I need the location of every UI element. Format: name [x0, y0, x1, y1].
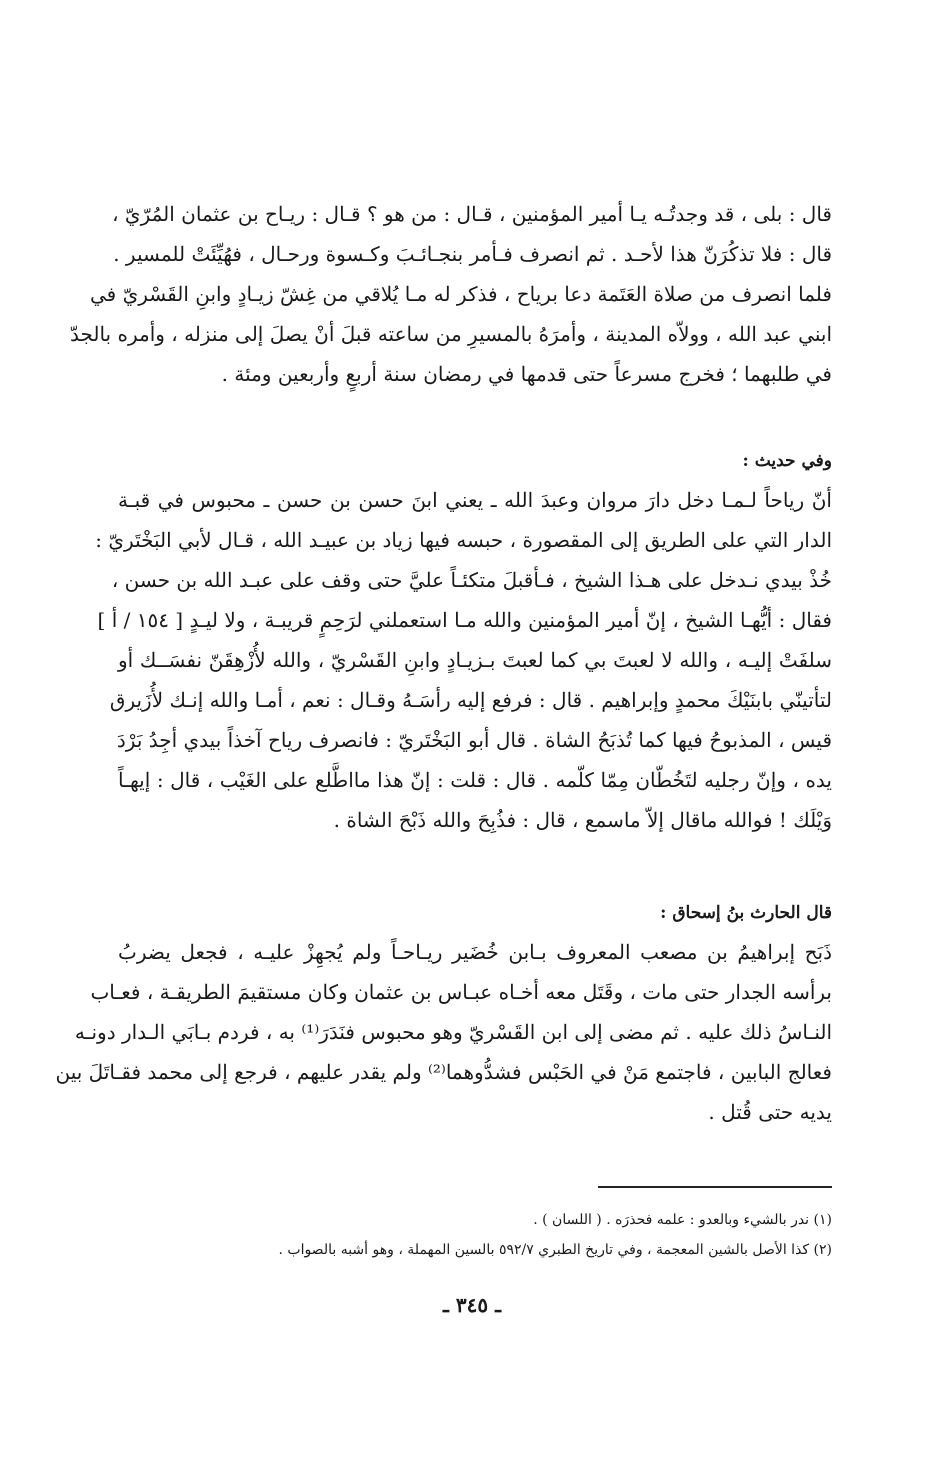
paragraph-2 [95, 480, 832, 840]
footnote-1: (١) ندر بالشيء وبالعدو : علمه فحذرَه . ( اللسان ) . [533, 1212, 832, 1228]
footnote-2: (٢) كذا الأصل بالشين المعجمة ، وفي تاريخ الطبري ٥٩٢/٧ بالسين المهملة ، وهو أشبه بالصواب . [278, 1242, 832, 1258]
text-line: الدار التي على الطريق إلى المقصورة ، حبسه فيها زياد بن عبيـد الله ، قـال لأبي البَخْتَريّ : [95, 528, 832, 552]
section-heading: قال الحارث بنُ إسحاق : [660, 903, 832, 923]
text-line: وَيْلَك ! فوالله ماقال إلاّ ماسمع ، قال : فذُبِحَ والله ذَبْحَ الشاة . [333, 808, 832, 832]
text-line: يديه حتى قُتل . [708, 1100, 832, 1124]
paragraph-3 [55, 932, 832, 1132]
text-line: ذَبَح إبراهيمُ بن مصعب المعروف بـابن خُضَير ريـاحـاً ولم يُجهِزْ عليـه ، فجعل يضربُ [118, 940, 832, 964]
text-line: يده ، وإنّ رجليه لتَخُطّان مِمّا كلّمه . قال : قلت : إنّ هذا مااطَّلع على الغَيْب ، قال : إيهـاً [118, 768, 832, 792]
text-line: قال : بلى ، قد وجدتُـه يـا أمير المؤمنين ، قـال : من هو ؟ قـال : ريـاح بن عثمان المُرّيّ ، [112, 202, 832, 226]
paragraph-1 [69, 194, 832, 394]
text-line: خُذْ بيدي نـدخل على هـذا الشيخ ، فـأقبلَ متكئـاً عليَّ حتى وقف على عبـد الله بن حسن ، [111, 568, 832, 592]
text-line: سلفَتْ إليـه ، والله لا لعبتَ بي كما لعبتَ بـزيـادٍ وابنِ القَسْريّ ، والله لأُزْهِقَنّ نفسَــك أو [118, 648, 832, 672]
footnotes [118, 1205, 832, 1265]
text-line: في طلبهما ؛ فخرج مسرعاً حتى قدمها في رمضان سنة أربعٍ وأربعين ومئة . [221, 362, 832, 386]
page-number: ـ ٣٤٥ ـ [443, 1293, 501, 1317]
footnote-divider [598, 1186, 832, 1188]
text-line: برأسه الجدار حتى مات ، وقَتَل معه أخـاه عبـاس بن عثمان وكان مستقيمَ الطريقـة ، فعـاب [90, 980, 832, 1004]
text-line: قال : فلا تذكُرَنّ هذا لأحـد . ثم انصرف فـأمر بنجـائـبَ وكـسوة ورحـال ، فهُيِّئَتْ للمسير . [113, 242, 832, 266]
text-line: فقال : أيُّهـا الشيخ ، إنّ أمير المؤمنين والله مـا استعملني لرَحِمٍ قريبـة ، ولا ليـدٍ [ ١٥٤ / أ ] [97, 608, 832, 632]
text-line: قيس ، المذبوحُ فيها كما تُذبَحُ الشاة . قال أبو البَخْتَريّ : فانصرف رياح آخذاً بيدي أجِدُ بَرْدَ [116, 728, 832, 752]
text-line: فعالج البابين ، فاجتمع مَنْ في الحَبْس فشدُّوهما⁽²⁾ ولم يقدر عليهم ، فرجع إلى محمد فقـاتَلَ بين [55, 1060, 832, 1084]
text-line: فلما انصرف من صلاة العَتَمة دعا برياح ، فذكر له مـا يُلاقي من غِشّ زيـادٍ وابنِ القَسْريّ في [89, 282, 832, 306]
text-line: النـاسُ ذلك عليه . ثم مضى إلى ابن القَسْريّ وهو محبوس فنَدَرَ⁽¹⁾ به ، فردم بـابَي الـدار دونـه [74, 1020, 832, 1044]
text-line: لتأتينّي بابنَيْكَ محمدٍ وإبراهيم . قال : فرفع إليه رأسَـهُ وقـال : نعم ، أمـا والله إنـك لأُزَيرق [109, 688, 832, 712]
text-line: ابني عبد الله ، وولاّه المدينة ، وأمرَهُ بالمسيرِ من ساعته قبلَ أنْ يصلَ إلى منزله ، وأمره بالجدّ [69, 322, 832, 346]
section-heading: وفي حديث : [742, 451, 832, 471]
text-line: أنّ رياحاً لـمـا دخل دارَ مروان وعبدَ الله ـ يعني ابنَ حسن بن حسن ـ محبوس في قبـة [118, 488, 832, 512]
